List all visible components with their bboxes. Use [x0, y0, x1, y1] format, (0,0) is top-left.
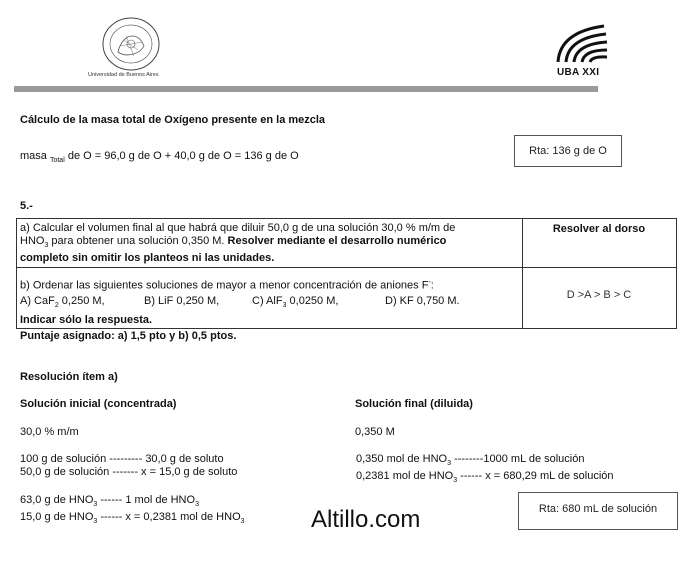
part-b-answer: D >A > B > C: [566, 289, 632, 301]
part-b-options: A) CaF$_2$ 0,250 M, B) LiF 0,250 M, C) AlF$_3$ 0,0250 M, D) KF 0,750 M.: [20, 294, 460, 309]
part-a-text: a) Calcular el volumen final al que habrá que diluir 50,0 g de una solución 30,0 % m/m de $HNO_3$ para obtener una solución 0,350 M. Resolver mediante el desarrollo numérico completo sin omitir los planteos ni las unidades.: [20, 222, 456, 265]
uba-xxi-logo: [554, 24, 608, 64]
watermark: Altillo.com: [311, 506, 421, 533]
question-number: 5.-: [20, 200, 33, 212]
final-concentration: 0,350 M: [355, 426, 395, 438]
initial-concentration: 30,0 % m/m: [20, 426, 79, 438]
resolution-title: Resolución ítem a): [20, 371, 118, 383]
mass-equation: masa $_{Total}$ de O = 96,0 g de O + 40,0 g de O = 136 g de O: [20, 150, 299, 165]
score-text: Puntaje asignado: a) 1,5 pto y b) 0,5 ptos.: [20, 330, 237, 342]
part-b-text: b) Ordenar las siguientes soluciones de mayor a menor concentración de aniones F-: A) CaF$_2$ 0,250 M, B) LiF 0,250 M, C) AlF$_3$ 0,0250 M, D) KF 0,750 M. Indicar sólo la respuesta.: [20, 279, 460, 326]
moles-calc: 63,0 g de $HNO_3$ ------ 1 mol de $HNO_3$ 15,0 g de $HNO_3$ ------ x = 0,2381 mol de $HNO_3$: [20, 494, 245, 526]
uba-xxi-label: UBA XXI: [557, 67, 600, 78]
university-seal-logo: [98, 16, 164, 72]
initial-solution-heading: Solución inicial (concentrada): [20, 398, 177, 410]
final-solution-heading: Solución final (diluida): [355, 398, 473, 410]
university-label: Universidad de Buenos Aires: [88, 72, 159, 78]
answer-box-mass: Rta: 136 g de O: [514, 135, 622, 167]
initial-solution-calc: 100 g de solución --------- 30,0 g de soluto 50,0 g de solución ------- x = 15,0 g de soluto: [20, 453, 238, 478]
section-title-mass: Cálculo de la masa total de Oxígeno presente en la mezcla: [20, 114, 326, 126]
table-row-divider: [17, 267, 676, 268]
final-solution-calc: 0,350 mol de $HNO_3$ --------1000 mL de solución 0,2381 mol de $HNO_3$ ------ x = 680,29 mL de solución: [356, 453, 614, 485]
part-a-answer: Resolver al dorso: [552, 223, 646, 235]
question-table: [16, 218, 677, 329]
answer-box-volume: Rta: 680 mL de solución: [518, 492, 678, 530]
header-divider: [14, 86, 598, 92]
